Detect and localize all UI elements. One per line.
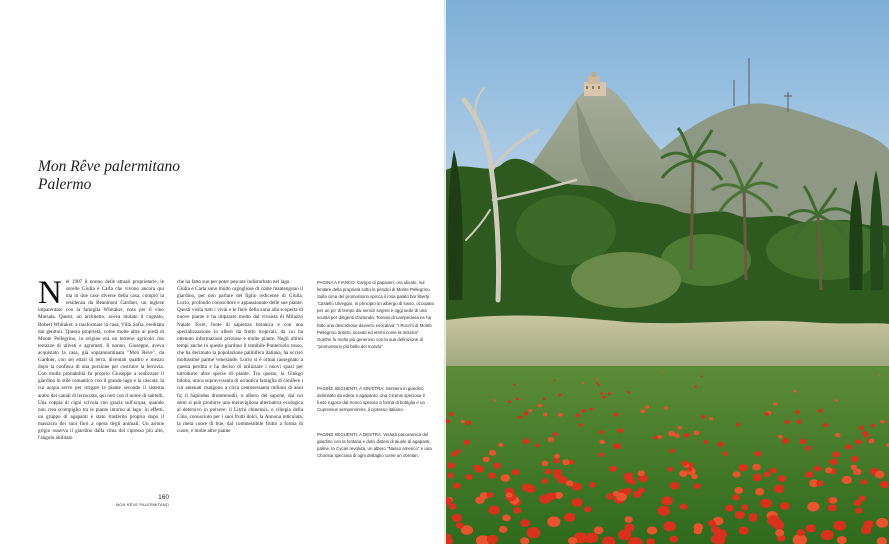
poppy: [859, 426, 864, 430]
poppy: [717, 442, 723, 447]
poppy: [767, 515, 780, 525]
poppy: [723, 452, 728, 456]
poppy: [575, 414, 580, 418]
poppy: [829, 459, 837, 465]
poppy: [545, 469, 552, 474]
poppy: [579, 424, 583, 427]
poppy: [869, 439, 875, 444]
poppy: [606, 493, 614, 500]
chapter-subtitle-location: Palermo: [38, 176, 92, 193]
poppy: [558, 394, 561, 397]
poppy: [845, 444, 852, 449]
body-column-right: [177, 279, 303, 489]
chapter-title: [38, 158, 338, 194]
poppy: [528, 409, 532, 412]
poppy: [526, 485, 536, 493]
poppy: [816, 480, 823, 486]
shrub: [571, 252, 681, 308]
poppy: [825, 467, 832, 473]
poppy: [513, 384, 516, 386]
chapter-title-line: Mon Rêve palermitano: [38, 158, 181, 175]
body-text-right: che ha fatto suo per poter pescare indisturbato nel lago. Giulia e Carla sono molto orgogliose di come mantengono il giardino, per non parlare del figlio redicense di Giulia, Lucio, profondo conoscitore e appassionato delle sue piante. Questi visita tutti i vivai e le fiere della zona alla scoperta di nuove piante e ha imparato molto dal vivaista di Milazzo Natale Torre, fonte di sapienza botanica e con una specializzazione in alberi da frutto tropicali, da cui ha ottenuto informazioni preziose e molte piante. Negli ultimi tempi anche in questo giardino il temibile Punteruolo rosso, che ha decimato la popolazione palmifera italiana, ha ucciso moltissime palme venerande. Lucio si è ormai rassegnato a questa perdita e ha deciso di utilizzare i nuovi spazi per introdurre altre specie di piante. Tra queste, la Ginkgo biloba, unica sopravvissuta di un'antica famiglia di conifere i cui antenati risalgono a circa centosessanta milioni di anni fa; il Sapindus drummondii, o albero del sapone, dai cui semi si può produrre una meravigliosa alternativa ecologica al detersivo in polvere; il Litchi chinensis, o ciliegia della Cina, conosciuto per i suoi frutti dolci, la Annona reticulata, la mela cuore di bue, dal commestibile frutto a forma di cuore, e molte altre piante: [177, 279, 303, 434]
poppy: [542, 478, 549, 483]
poppy: [708, 520, 716, 526]
poppy: [687, 467, 693, 472]
poppy: [584, 506, 591, 512]
poppy: [502, 515, 511, 522]
poppy: [483, 457, 490, 463]
poppy: [590, 408, 594, 411]
poppy: [487, 535, 499, 544]
poppy: [755, 488, 764, 495]
poppy: [805, 446, 811, 451]
poppy: [778, 475, 786, 482]
poppy: [670, 449, 675, 453]
poppy: [456, 522, 464, 528]
poppy: [523, 438, 530, 444]
poppy: [876, 518, 888, 528]
poppy: [451, 452, 457, 457]
poppy: [586, 533, 599, 543]
poppy: [818, 409, 823, 413]
poppy: [725, 505, 734, 512]
poppy: [855, 508, 862, 514]
dry-grass: [446, 316, 889, 372]
page-number: 160: [158, 494, 169, 501]
poppy: [543, 413, 547, 416]
poppy: [814, 466, 821, 472]
poppy: [661, 496, 672, 505]
poppy: [488, 472, 496, 478]
poppy: [842, 476, 852, 484]
poppy: [582, 409, 586, 412]
left-page: [0, 0, 444, 544]
poppy: [535, 443, 540, 447]
poppy: [516, 398, 519, 401]
poppy: [499, 526, 508, 533]
poppy: [548, 437, 555, 442]
poppy: [694, 385, 697, 387]
poppy: [543, 398, 546, 401]
poppy: [598, 453, 603, 457]
poppy: [625, 516, 633, 523]
poppy: [564, 513, 575, 522]
poppy: [709, 417, 713, 420]
poppy: [764, 472, 771, 478]
poppy: [498, 443, 503, 447]
poppy: [447, 473, 454, 478]
poppy: [733, 471, 741, 477]
running-head: MON RÊVE PALERMITANO: [115, 502, 169, 507]
poppy: [694, 431, 700, 436]
poppy: [694, 483, 701, 489]
poppy: [749, 515, 757, 522]
poppy: [562, 459, 570, 465]
poppy: [703, 440, 708, 444]
poppy: [739, 464, 748, 471]
poppy: [640, 409, 645, 413]
poppy: [520, 519, 530, 527]
poppy: [627, 391, 630, 394]
poppy: [681, 461, 688, 466]
poppy: [780, 502, 790, 510]
poppy: [684, 433, 690, 438]
poppy: [735, 423, 739, 427]
poppy: [774, 485, 785, 493]
body-text-left: el 1907 il nonno delle attuali proprietarie, le sorelle Giulia e Carla che vivono ancora qui ma in due case diverse della casa, comprò la residenza da Beaumont Gardner, un inglese imparentato con la famiglia Whitaker, nota per il vino Marsala. Questi, un architetto, aveva mutato il cognato, Robert Whitaker, a trasformare la casa, Villa Sofia, ereditata dai genitori. Questa proprietà, come molte altre ai piedi di Monte Pellegrino, in origine era un terreno agricolo con terrazze di uliveti e agrumeti. Il nonno, Giuseppe, aveva acquistato la casa, già soprannominata "Mon Rêve", da Gardner, con sei ettari di terra, diventati quattro e mezzo dopo la confisca di una porzione per costruire la ferrovia. Con molta probabilità fu proprio Giuseppe a realizzare il giardino in stile romantico con il grande lago e la cascata, la cui acqua serve per irrigare le piante secondo il sistema arabo dei canali di terracotta, qui noti con il nome di saittelli. Una coppia di cigni scivola con grazia sull'acqua, quando non crea scompiglio tra le piante intorno al lago: in effetti, un gruppo di agapanti è stato trasferito proprio dopo il massacro dei suoi fiori a opera degli animali. Un airone grigio osserva il giardino dalla cima del cipresso più alto, l'angolo abilitato: [38, 279, 164, 442]
poppy: [773, 402, 777, 405]
poppy: [647, 526, 657, 534]
poppy: [645, 405, 649, 408]
poppy: [782, 438, 789, 444]
poppy: [547, 516, 560, 527]
poppy: [589, 482, 596, 488]
poppy: [512, 469, 520, 475]
poppy: [784, 420, 789, 424]
body-column-left: [38, 279, 164, 489]
poppy: [741, 504, 749, 510]
poppy: [664, 406, 668, 409]
poppy: [616, 493, 627, 502]
poppy: [465, 421, 471, 426]
poppy: [493, 463, 501, 469]
poppy: [668, 431, 675, 436]
poppy: [858, 495, 865, 501]
poppy: [711, 526, 720, 533]
poppy: [618, 529, 631, 540]
poppy: [518, 416, 522, 419]
poppy: [513, 507, 521, 513]
poppy: [752, 464, 760, 471]
poppy: [461, 420, 465, 423]
poppy: [553, 432, 558, 436]
poppy: [871, 424, 876, 428]
poppy: [878, 375, 880, 377]
poppy: [701, 415, 706, 419]
poppy: [861, 479, 868, 484]
landscape-photo: [446, 0, 889, 544]
caption-following-left: PAGINE SEGUENTI, A SINISTRA: Sentiero in giardino delimitato da edera e agapanto; una Cicenis speciosa il fusto rugoso dal tronco spinoso a forma di bottiglia e un Cupressus sempervirens, il cipresso italiano.: [317, 386, 425, 413]
poppy: [796, 420, 801, 424]
poppy: [633, 491, 642, 498]
poppy: [670, 482, 680, 490]
poppy: [799, 439, 806, 444]
poppy: [677, 426, 682, 430]
poppy: [853, 469, 861, 476]
poppy: [447, 462, 455, 468]
poppy: [488, 506, 499, 515]
poppy: [680, 504, 688, 510]
poppy: [823, 423, 828, 427]
poppy: [862, 431, 867, 435]
poppy: [473, 465, 479, 470]
poppy: [663, 521, 676, 531]
poppy: [557, 476, 567, 484]
poppy: [554, 380, 556, 382]
poppy: [449, 412, 454, 416]
poppy: [526, 527, 540, 538]
poppy: [805, 471, 813, 478]
poppy: [500, 474, 510, 482]
poppy: [539, 495, 551, 504]
poppy: [864, 520, 874, 528]
poppy: [821, 530, 834, 540]
poppy: [851, 456, 859, 462]
poppy: [594, 527, 604, 535]
photo-page: [446, 0, 889, 544]
poppy: [661, 372, 663, 374]
poppy: [658, 506, 670, 516]
poppy: [553, 458, 559, 463]
poppy: [599, 430, 604, 434]
poppy: [734, 487, 743, 494]
poppy: [835, 433, 841, 437]
poppy: [466, 474, 473, 480]
poppy: [613, 413, 618, 417]
poppy: [753, 474, 762, 481]
poppy: [739, 527, 749, 535]
caption-following-right: PAGINE SEGUENTI, A DESTRA: Veduta panoramica del giardino con la fontana e dolci distesi di aiuole di agapanti, palme, la Cycas revoluta, un albero "Nasso americo" e una Chorisia speciosa di ogni dettaglio come un obrelan.: [317, 432, 432, 459]
poppy: [828, 504, 837, 511]
poppy: [732, 494, 740, 500]
poppy: [837, 536, 847, 544]
poppy: [638, 470, 645, 476]
poppy: [608, 392, 611, 395]
poppy: [569, 460, 574, 464]
poppy: [855, 439, 861, 444]
poppy: [487, 492, 494, 498]
folio: [109, 494, 169, 508]
poppy: [508, 401, 511, 404]
poppy: [609, 466, 617, 472]
poppy: [658, 435, 663, 439]
poppy: [793, 390, 796, 393]
poppy: [760, 499, 772, 508]
poppy: [595, 382, 597, 384]
shrub: [766, 220, 886, 280]
poppy: [599, 440, 605, 444]
poppy: [775, 529, 784, 536]
poppy: [667, 467, 673, 472]
poppy: [538, 404, 542, 407]
poppy: [834, 521, 847, 531]
poppy: [602, 396, 605, 399]
poppy: [572, 483, 582, 491]
shrub: [516, 195, 616, 265]
drop-cap: N: [38, 279, 62, 311]
poppy: [764, 412, 769, 416]
poppy: [600, 392, 603, 394]
poppy: [597, 384, 600, 386]
poppy: [624, 473, 632, 479]
poppy: [506, 492, 513, 497]
poppy: [679, 470, 688, 477]
poppy: [770, 468, 777, 474]
poppy: [572, 498, 583, 507]
poppy: [463, 440, 470, 445]
poppy: [795, 410, 800, 414]
poppy: [796, 529, 805, 536]
poppy: [701, 375, 703, 377]
poppy: [880, 420, 885, 424]
poppy: [582, 382, 585, 384]
poppy: [493, 399, 496, 402]
poppy: [453, 483, 461, 489]
poppy: [880, 481, 889, 488]
poppy: [489, 450, 496, 456]
poppy: [670, 536, 679, 543]
poppy: [832, 452, 840, 458]
poppy: [694, 523, 704, 531]
poppy: [875, 471, 885, 479]
poppy: [553, 469, 562, 476]
poppy: [558, 413, 563, 417]
poppy: [806, 524, 816, 532]
poppy: [735, 511, 745, 519]
poppy: [524, 412, 529, 416]
poppy: [617, 428, 623, 433]
poppy: [452, 514, 462, 522]
poppy: [835, 399, 838, 402]
poppy: [554, 454, 560, 459]
poppy: [613, 443, 620, 449]
poppy: [778, 435, 783, 439]
poppy: [596, 379, 598, 381]
caption-facing-page: PAGINA A FIANCO: Campo di papaveri, ora ulivato, sul limitare della proprietà sotto le pendici di Monte Pellegrino. Sulla cima del promontorio spicca il rosa palato bar liberty 'Castello Utveggio, in principio un albergo di lusso, occupato per un po' di tempo dai servizi segreti e oggi sede di una scuola per dirigenti d'azienda. Tomasi di Lampedusa ne ha fatto una descrizione davvero evocativa: "i Rocchi di Monte Pellegrino antichi, scavati ed eterni come la miseria". Goethe fu molto più generoso con la sua definizione di "promontorio più bello del mondo".: [317, 280, 435, 349]
poppy: [674, 434, 680, 439]
poppy: [829, 497, 837, 503]
poppy: [807, 502, 819, 512]
poppy: [542, 461, 549, 466]
meadow: [446, 366, 889, 544]
poppy: [754, 451, 761, 457]
